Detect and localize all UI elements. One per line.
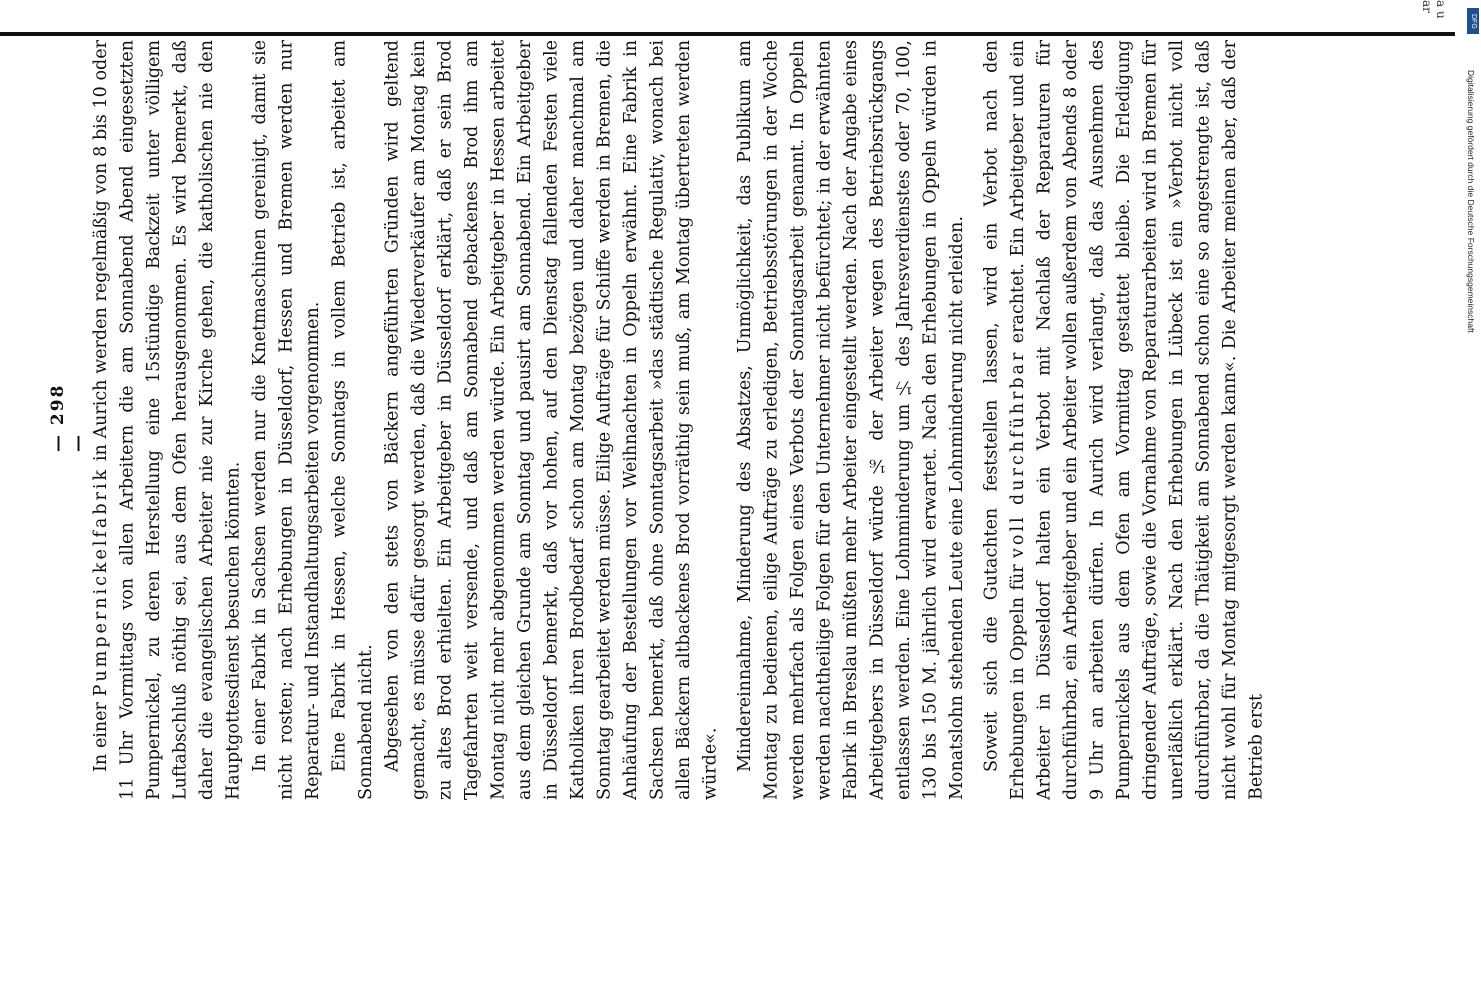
facing-page-fragment xyxy=(1418,0,1458,28)
paragraph-pumpernickel xyxy=(88,40,247,800)
page-number-text: — 298 — xyxy=(48,383,88,452)
paragraph-gutachten xyxy=(979,40,1271,800)
paragraph-lead: Soweit sich die Gutachten feststellen lassen, wird ein Verbot nach den Erhebungen in Oppeln für xyxy=(981,40,1028,800)
page-body-text xyxy=(88,40,1333,800)
paragraph-text: in Aurich werden regelmäßig von 8 bis 10 oder 11 Uhr Vormittags von allen Arbeitern die am Sonnabend Abend eingesetzten Pumpernickel, zu deren Herstellung eine 15stündige Backzeit unter völligem Luftabschluß nöthig sei, aus dem Ofen herausgenommen. Es wird bemerkt, daß daher die evangelischen Arbeiter nie zur Kirche gehen, die katholischen nie den Hauptgottesdienst besuchen könnten. xyxy=(91,40,244,800)
emphasized-term: voll durchführbar xyxy=(1008,349,1028,558)
paragraph-hessen: Eine Fabrik in Hessen, welche Sonntags in vollem Betrieb ist, arbeitet am Sonnabend nicht. xyxy=(329,40,376,800)
digitization-credit-strip xyxy=(1466,30,1481,710)
paragraph-sachsen: In einer Fabrik in Sachsen werden nur die Knetmaschinen gereinigt, damit sie nicht rosten; nach Erhebungen in Düsseldorf, Hessen und Bremen werden nur Reparatur- und Instandhaltungsarbeiten vorgenommen. xyxy=(250,40,323,800)
paragraph-mindereinnahme: Mindereinnahme, Minderung des Absatzes, Unmöglichkeit, das Publikum am Montag zu bedienen, eilige Aufträge zu erledigen, Betriebsstörungen in der Woche werden mehrfach als Folgen eines Verbots der Sonntagsarbeit genannt. In Oppeln werden nachtheilige Folgen für den Unternehmer nicht befürchtet; in der erwähnten Fabrik in Breslau müßten mehr Arbeiter eingestellt werden. Nach der Angabe eines Arbeitgebers in Düsseldorf würde ⅙ der Arbeiter wegen des Betriebsrückgangs entlassen werden. Eine Lohnminderung um ⅐ des Jahresverdienstes oder 70, 100, 130 bis 150 M. jährlich wird erwartet. Nach den Erhebungen in Oppeln würden in Monatslohn stehenden Leute eine Lohnminderung nicht erleiden. xyxy=(735,40,967,800)
paragraph-gruende: Abgesehen von den stets von Bäckern angeführten Gründen wird geltend gemacht, es müsse dafür gesorgt werden, daß die Wiederverkäufer am Montag kein zu altes Brod erhielten. Ein Arbeitgeber in Düsseldorf erklärt, daß er sein Brod Tagefahrten weit versende, und daß am Sonnabend gebackenes Brod ihm am Montag nicht mehr abgenommen werden würde. Ein Arbeitgeber in Hessen arbeitet aus dem gleichen Grunde am Sonntag und pausirt am Sonnabend. Ein Arbeitgeber in Düsseldorf bemerkt, daß vor hohen, auf den Dienstag fallenden Festen viele Katholiken ihren Brodbedarf schon am Montag bezögen und daher manchmal am Sonntag gearbeitet werden müsse. Eilige Aufträge für Schiffe werden in Bremen, die Anhäufung der Bestellungen vor Weihnachten in Oppeln erwähnt. Eine Fabrik in Sachsen bemerkt, daß ohne Sonntagsarbeit »das städtische Regulativ, wonach bei allen Bäckern altbackenes Brod vorräthig sein muß, am Montag übertreten werden würde«. xyxy=(382,40,721,800)
paragraph-text: erachtet. Ein Arbeitgeber und ein Arbeiter in Düsseldorf halten ein Verbot mit Nachlaß der Reparaturen für durchführbar, ein Arbeitgeber und ein Arbeiter wollen außerdem von Abends 8 oder 9 Uhr an arbeiten dürfen. In Aurich wird verlangt, daß das Ausnehmen des Pumpernickels aus dem Ofen am Vormittag gestattet bleibe. Die Erledigung dringender Aufträge, sowie die Vornahme von Reparaturarbeiten wird in Bremen für unerläßlich erklärt. Nach den Erhebungen in Lübeck ist ein »Verbot nicht voll durchführbar, da die Thätigkeit am Sonnabend schon eine so angestrengte ist, daß nicht wohl für Montag mitgesorgt werden kann«. Die Arbeiter meinen aber, daß der Betrieb erst xyxy=(1008,40,1267,800)
emphasized-term: Pumpernickelfabrik xyxy=(91,466,111,697)
dfg-logo: DFG xyxy=(1467,8,1479,34)
page-number xyxy=(40,362,88,452)
top-page-rule xyxy=(0,32,1455,36)
paragraph-lead: In einer xyxy=(91,696,111,772)
digitization-credit: Digitalisierung gefördert durch die Deutsche Forschungsgemeinschaft xyxy=(1466,70,1476,333)
facing-page-letters: a u ar xyxy=(1420,0,1448,19)
